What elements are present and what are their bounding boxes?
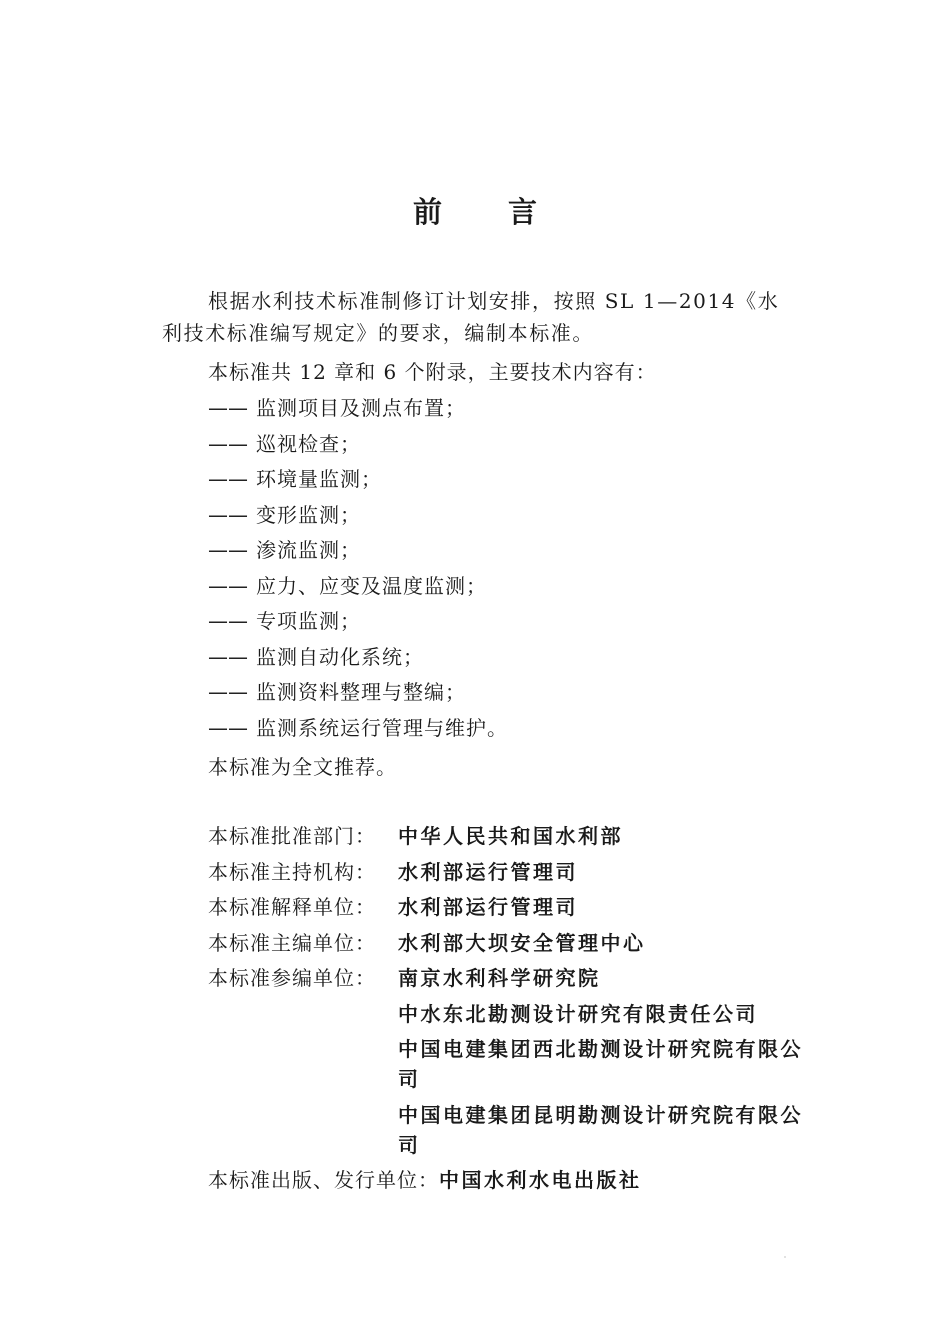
list-item-text: 巡视检查； bbox=[256, 431, 361, 456]
info-value: 水利部大坝安全管理中心 bbox=[398, 930, 646, 955]
contents-intro: 本标准共 12 章和 6 个附录，主要技术内容有： bbox=[208, 360, 657, 384]
list-item bbox=[208, 677, 508, 713]
list-dash: —— bbox=[208, 609, 248, 633]
list-dash: —— bbox=[208, 644, 248, 669]
info-row-host bbox=[208, 857, 864, 887]
info-value: 水利部运行管理司 bbox=[398, 895, 578, 919]
list-dash: —— bbox=[208, 467, 248, 491]
info-label: 本标准参编单位： bbox=[208, 966, 376, 990]
list-dash: —— bbox=[208, 538, 248, 562]
info-row-interpret bbox=[208, 892, 864, 922]
participant-unit: 中国电建集团昆明勘测设计研究院有限公司 bbox=[398, 1102, 803, 1157]
intro-paragraph-line-2: 利技术标准编写规定》的要求，编制本标准。 bbox=[162, 321, 594, 345]
info-value: 中国水利水电出版社 bbox=[439, 1168, 642, 1192]
list-item bbox=[208, 571, 508, 607]
participant-unit: 中国电建集团西北勘测设计研究院有限公司 bbox=[398, 1037, 803, 1091]
list-item-text: 专项监测； bbox=[256, 609, 361, 633]
list-item bbox=[208, 429, 508, 465]
list-item bbox=[208, 464, 508, 500]
info-label: 本标准主持机构： bbox=[208, 859, 376, 884]
list-item bbox=[208, 713, 508, 749]
info-row-participants bbox=[208, 963, 864, 1160]
info-row-publisher bbox=[208, 1165, 864, 1195]
list-item bbox=[208, 606, 508, 642]
recommendation-text: 本标准为全文推荐。 bbox=[208, 755, 397, 779]
info-label: 本标准批准部门： bbox=[208, 824, 376, 848]
scan-speck bbox=[784, 1256, 786, 1258]
info-value: 中华人民共和国水利部 bbox=[398, 824, 623, 848]
list-dash: —— bbox=[208, 431, 248, 456]
info-row-chief-editor bbox=[208, 928, 864, 958]
info-value: 水利部运行管理司 bbox=[398, 859, 578, 884]
list-item-text: 变形监测； bbox=[256, 502, 361, 527]
intro-paragraph-line-1: 根据水利技术标准制修订计划安排，按照 SL 1—2014《水 bbox=[208, 289, 780, 313]
list-item bbox=[208, 500, 508, 536]
list-item-text: 监测系统运行管理与维护。 bbox=[256, 715, 508, 740]
list-item bbox=[208, 642, 508, 678]
info-label: 本标准出版、发行单位： bbox=[208, 1168, 439, 1192]
standard-info-block bbox=[208, 821, 864, 1201]
list-item bbox=[208, 535, 508, 571]
participant-unit: 中水东北勘测设计研究有限责任公司 bbox=[398, 1001, 758, 1026]
info-label: 本标准解释单位： bbox=[208, 895, 376, 919]
participant-unit: 南京水利科学研究院 bbox=[398, 966, 601, 990]
list-item-text: 监测资料整理与整编； bbox=[256, 680, 466, 704]
technical-contents-list bbox=[208, 393, 508, 748]
list-dash: —— bbox=[208, 502, 248, 527]
list-item bbox=[208, 393, 508, 429]
list-item-text: 环境量监测； bbox=[256, 467, 382, 491]
list-dash: —— bbox=[208, 396, 248, 420]
list-dash: —— bbox=[208, 573, 248, 598]
list-item-text: 应力、应变及温度监测； bbox=[256, 573, 487, 598]
page-title: 前言 bbox=[412, 195, 603, 229]
list-dash: —— bbox=[208, 680, 248, 704]
info-label: 本标准主编单位： bbox=[208, 930, 376, 955]
info-row-approval bbox=[208, 821, 864, 851]
list-item-text: 监测项目及测点布置； bbox=[256, 396, 466, 420]
list-dash: —— bbox=[208, 715, 248, 740]
list-item-text: 监测自动化系统； bbox=[256, 644, 424, 669]
list-item-text: 渗流监测； bbox=[256, 538, 361, 562]
